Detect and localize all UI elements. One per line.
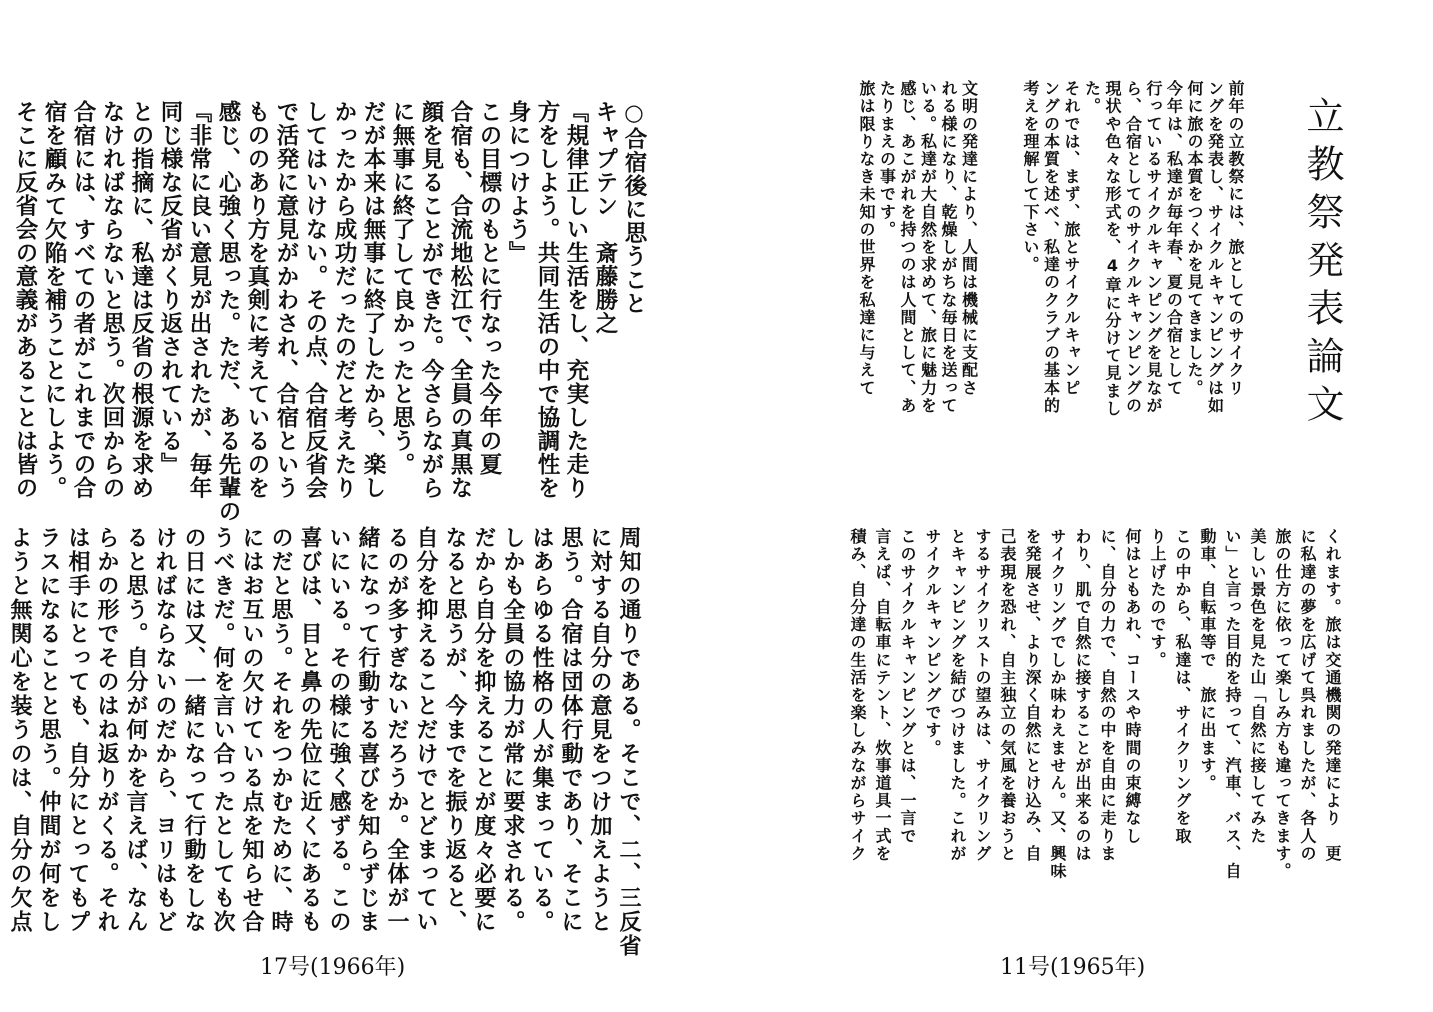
text-column: 周知の通りである。そこで、二、三反省: [616, 526, 641, 958]
text-column: 現状や色々な形式を、4章に分けて見まし: [1103, 80, 1122, 418]
text-column: 同じ様な反省がくり返されている』: [157, 100, 183, 476]
text-column: 方をしよう。共同生活の中で協調性を: [534, 100, 560, 500]
text-column: れる様になり、乾燥しがちな毎日を送って: [939, 80, 958, 415]
text-column: ラスになることと思う。仲間が何をし: [36, 526, 61, 934]
text-column: するサイクリストの望みは、サイクリング: [973, 528, 992, 863]
left-top-text-block: [12, 100, 648, 523]
text-column: かったから成功だったのだと考えたり: [331, 100, 357, 500]
text-column: だが本来は無事に終了したから、楽し: [360, 100, 386, 500]
text-column: いにいる。その様に強く感ずる。この: [326, 526, 351, 934]
text-column: に、自分の力で、自然の中を自由に走りま: [1098, 528, 1117, 863]
text-column: そこに反省会の意義があることは皆の: [12, 100, 38, 500]
left-bottom-text-block: [7, 526, 643, 958]
right-bottom-text-block: [805, 528, 1345, 948]
text-column: らかの形でそのはね返りがくる。それ: [94, 526, 119, 934]
text-column: 思う。合宿は団体行動であり、そこに: [558, 526, 583, 934]
text-column: 文明の発達により、人間は機械に支配さ: [959, 80, 979, 397]
text-column: 宿を顧みて欠陥を補うことにしよう。: [41, 100, 67, 500]
text-column: キャプテン 斎藤勝之: [592, 100, 618, 335]
text-column: このサイクルキャンピングとは、一言で: [898, 528, 917, 845]
text-column: とキャンピングを結びつけました。これが: [948, 528, 967, 863]
text-column: 旅の仕方に依って楽しみ方も違ってきます。: [1273, 528, 1292, 880]
text-column: 何に旅の本質をつくかを見てきました。: [1185, 80, 1204, 397]
text-column: それでは、まず、旅とサイクルキャンピ: [1062, 80, 1081, 397]
text-column: してはいけない。その点、合宿反省会: [302, 100, 328, 500]
text-column: 合宿には、すべての者がこれまでの合: [70, 100, 96, 500]
text-column: 喜びは、目と鼻の先位に近くにあるも: [297, 526, 322, 934]
text-column: ングの本質を述べ、私達のクラブの基本的: [1041, 80, 1061, 415]
text-column: サイクリングでしか味わえません。又、興味: [1048, 528, 1067, 880]
text-column: わり、肌で自然に接することが出来るのは: [1073, 528, 1092, 863]
text-column: 自分を抑えることだけでとどまってい: [413, 526, 438, 934]
text-column: 行っているサイクルキャンピングを見なが: [1144, 80, 1163, 415]
text-column: 己表現を恐れ、自主独立の気風を養おうと: [998, 528, 1017, 863]
text-column: にはお互いの欠けている点を知らせ合: [239, 526, 264, 934]
text-column: 身につけよう』: [505, 100, 531, 265]
text-column: 『規律正しい生活をし、充実した走り: [563, 100, 589, 500]
text-column: ○合宿後に思うこと: [621, 100, 647, 315]
text-column: 感じ、心強く思った。ただ、ある先輩の: [215, 100, 241, 523]
text-column: 前年の立教祭には、旅としてのサイクリ: [1226, 80, 1245, 397]
text-column: この目標のもとに行なった今年の夏: [476, 100, 502, 476]
text-column: ングを発表し、サイクルキャンピングは如: [1205, 80, 1225, 415]
text-column: 顔を見ることができた。今さらながら: [418, 100, 444, 500]
text-column: のだと思う。それをつかむために、時: [268, 526, 293, 934]
text-column: なければならないと思う。次回からの: [99, 100, 125, 500]
right-top-text-block: [805, 80, 1245, 490]
text-column: ようと無関心を装うのは、自分の欠点: [7, 526, 32, 934]
text-column: しかも全員の協力が常に要求される。: [500, 526, 525, 934]
text-column: 動車、自転車等で 旅に出ます。: [1198, 528, 1217, 792]
text-column: 緒になって行動する喜びを知らずじま: [355, 526, 380, 934]
text-column: 考えを理解して下さい。: [1021, 80, 1040, 274]
text-column: 何はともあれ、コースや時間の束縛なし: [1123, 528, 1142, 845]
text-column: に対する自分の意見をつけ加えようと: [587, 526, 612, 934]
text-column: 美しい景色を見た山「自然に接してみた: [1248, 528, 1267, 845]
text-column: もののあり方を真剣に考えているのを: [244, 100, 270, 500]
text-column: なると思うが、今までを振り返ると、: [442, 526, 467, 934]
text-column: た。: [1082, 80, 1102, 116]
text-column: くれます。旅は交通機関の発達により 更: [1323, 528, 1342, 863]
text-column: はあらゆる性格の人が集まっている。: [529, 526, 554, 934]
text-column: 『非常に良い意見が出されたが、毎年: [186, 100, 212, 500]
text-column: ら、合宿としてのサイクルキャンピングの: [1123, 80, 1143, 415]
text-column: [979, 80, 1000, 490]
text-column: との指摘に、私達は反省の根源を求め: [128, 100, 154, 500]
text-column: を発展させ、より深く自然にとけ込み、自: [1023, 528, 1042, 863]
text-column: 今年は、私達が毎年春、夏の合宿として: [1164, 80, 1184, 397]
right-page-title: 立教祭発表論文: [1300, 96, 1344, 432]
text-column: い」と言った目的を持って、汽車、バス、自: [1223, 528, 1242, 880]
text-column: うべきだ。何を言い合ったとしても次: [210, 526, 235, 934]
text-column: だから自分を抑えることが度々必要に: [471, 526, 496, 934]
text-column: ると思う。自分が何かを言えば、なん: [123, 526, 148, 934]
text-column: るのが多すぎないだろうか。全体が一: [384, 526, 409, 934]
right-page-caption: 11号(1965年): [1000, 955, 1146, 980]
text-column: は相手にとっても、自分にとってもプ: [65, 526, 90, 934]
text-column: この中から、私達は、サイクリングを取: [1173, 528, 1192, 845]
text-column: の日には又、一緒になって行動をしな: [181, 526, 206, 934]
text-column: ければならないのだから、ヨリはもど: [152, 526, 177, 934]
text-column: 旅は限りなき未知の世界を私達に与えて: [857, 80, 876, 397]
text-column: に私達の夢を広げて呉れましたが、各人の: [1298, 528, 1317, 863]
text-column: 合宿も、合流地松江で、全員の真黒な: [447, 100, 473, 500]
text-column: [999, 80, 1020, 490]
left-page-caption: 17号(1966年): [260, 955, 406, 980]
text-column: 言えば、自転車にテント、炊事道具一式を: [873, 528, 892, 863]
text-column: 感じ、あこがれを持つのは人間として、あ: [898, 80, 917, 415]
text-column: り上げたのです。: [1148, 528, 1167, 669]
text-column: たりまえの事です。: [877, 80, 897, 239]
text-column: サイクルキャンピングです。: [923, 528, 942, 757]
text-column: 積み、自分達の生活を楽しみながらサイク: [848, 528, 867, 863]
text-column: いる。私達が大自然を求めて、旅に魅力を: [918, 80, 938, 415]
text-column: で活発に意見がかわされ、合宿という: [273, 100, 299, 500]
text-column: に無事に終了して良かったと思う。: [389, 100, 415, 476]
